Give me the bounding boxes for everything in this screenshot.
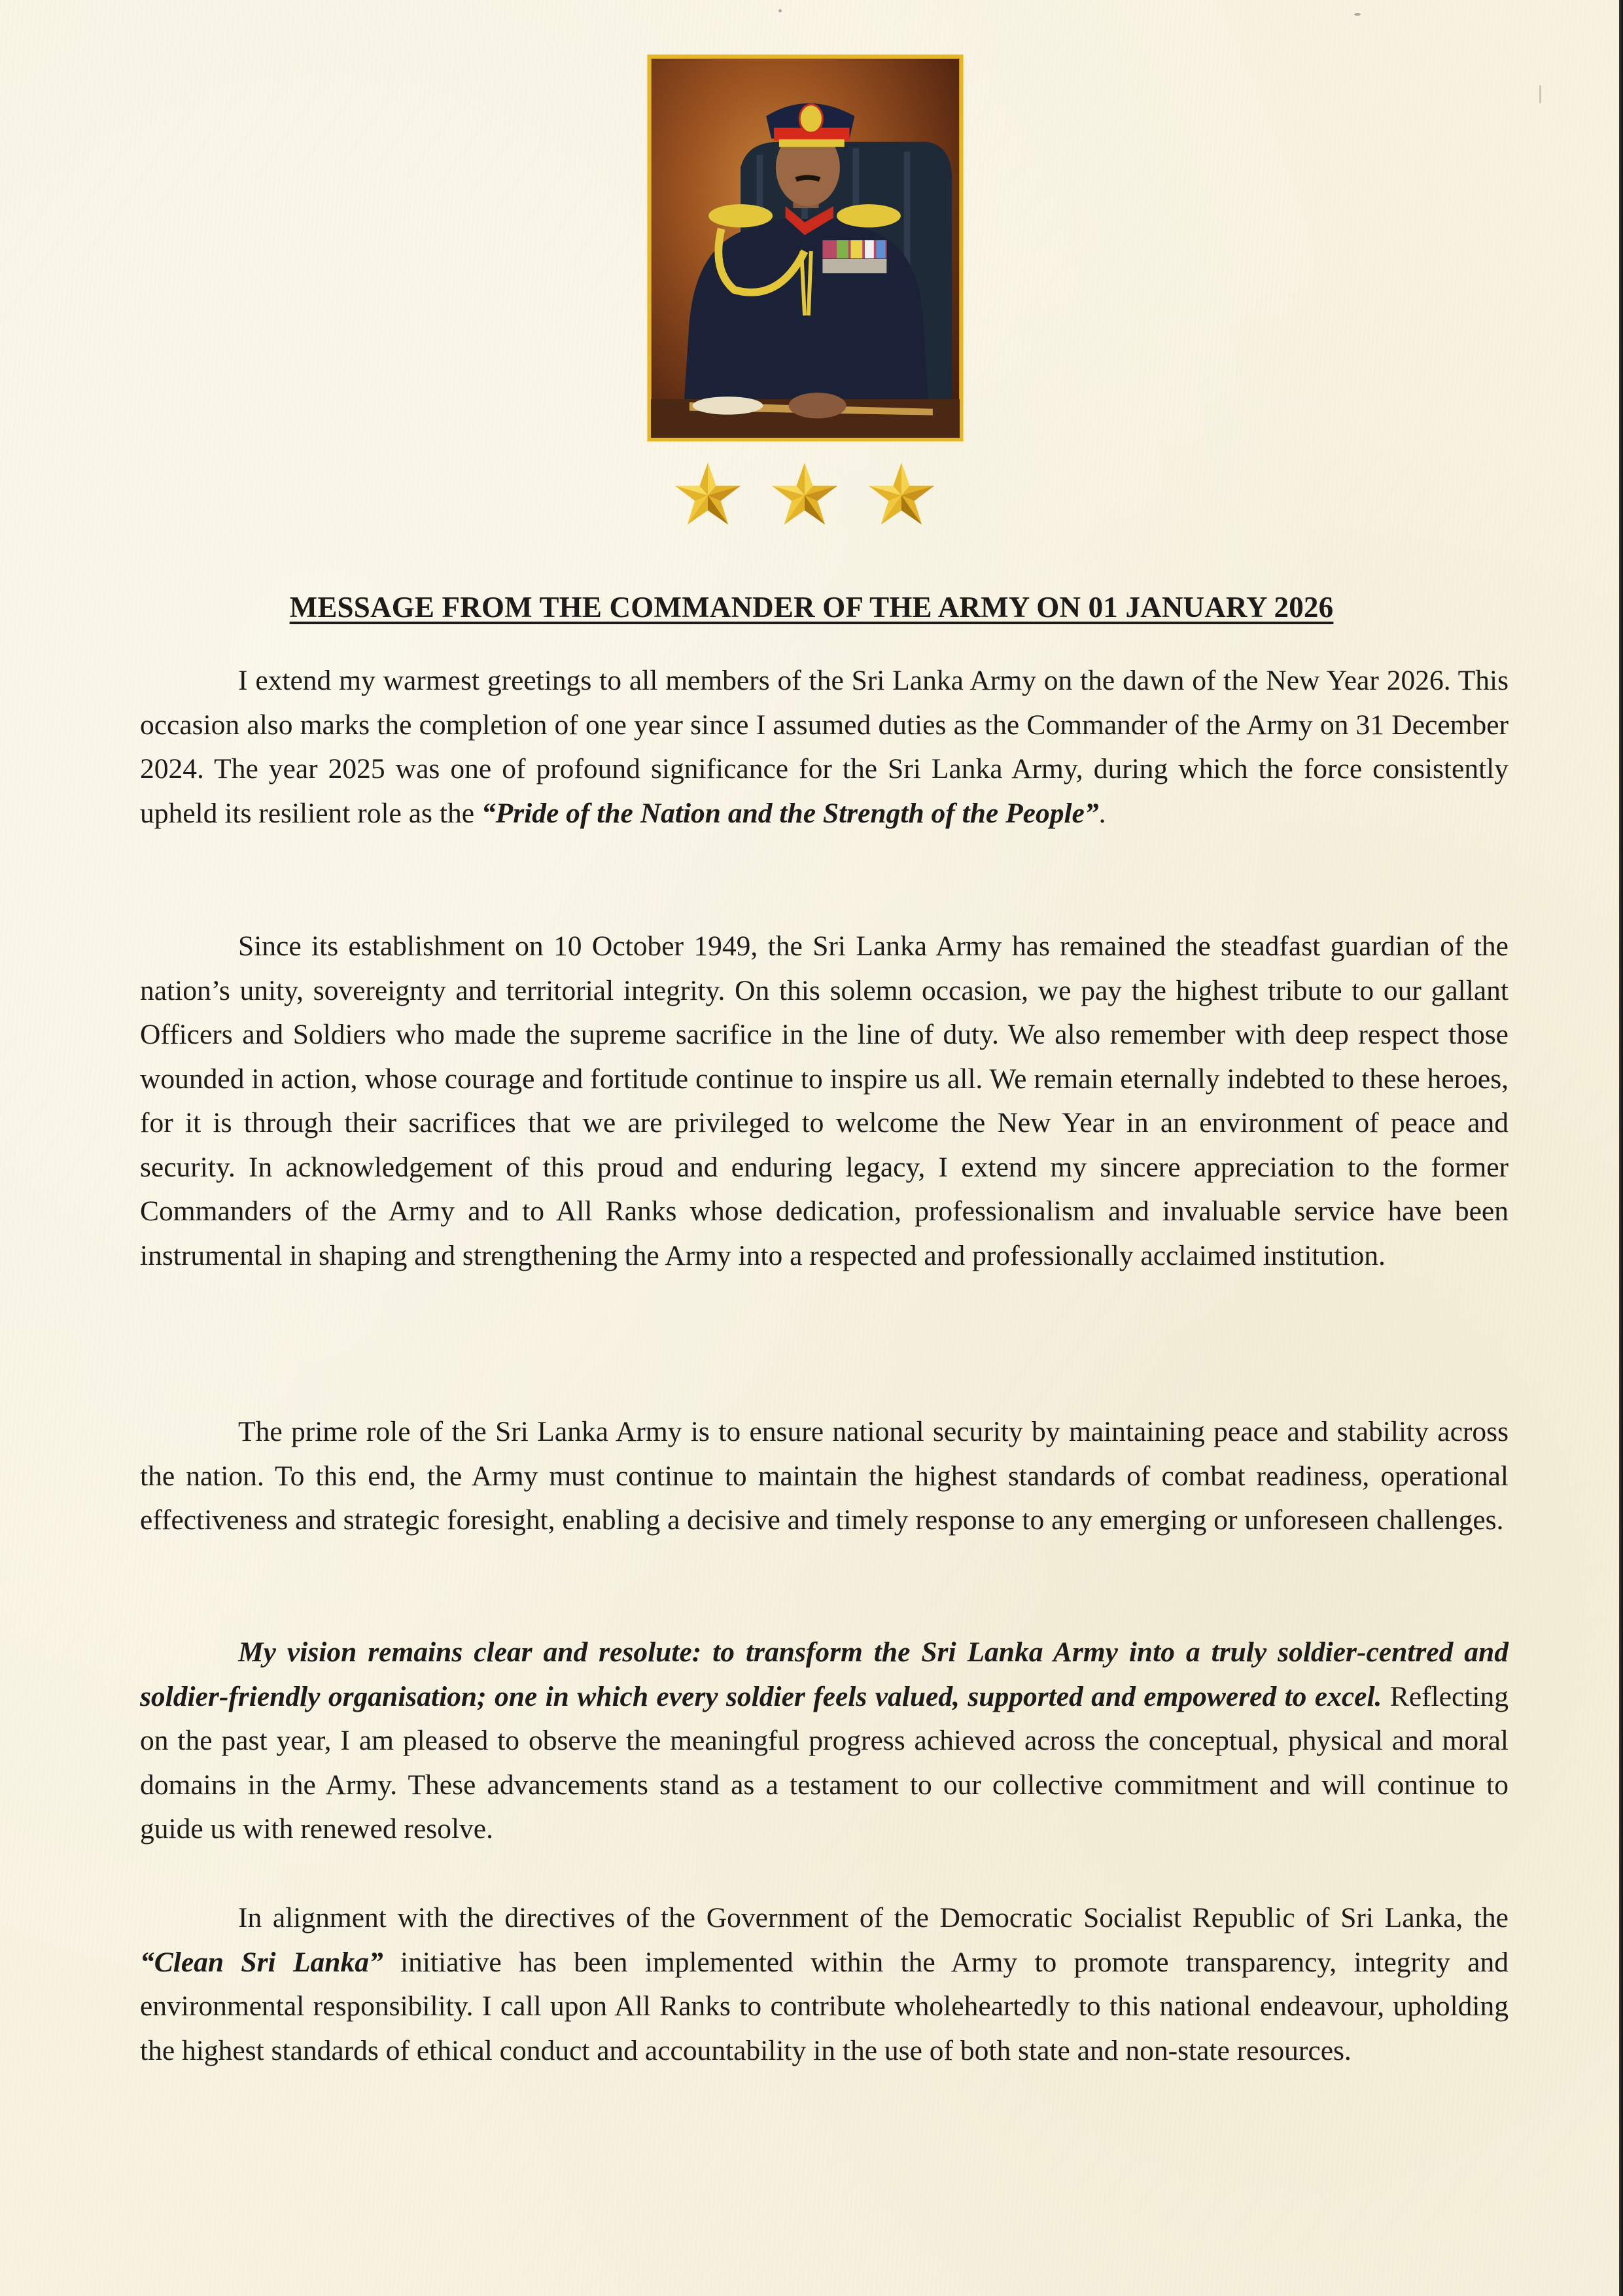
scan-speck bbox=[1354, 13, 1361, 16]
paragraph-tribute bbox=[140, 925, 1509, 1278]
emphasis-motto: “Pride of the Nation and the Strength of the People” bbox=[481, 797, 1099, 829]
scan-page-edge bbox=[1619, 0, 1623, 2296]
paragraph-text: I extend my warmest greetings to all members of the Sri Lanka Army on the dawn of the New Year 2026. This occasion also marks the completion of one year since I assumed duties as the Commander of the Army on 31 December 2024. The year 2025 was one of profound significance for the Sri Lanka Army, during which the force consistently upheld its resilient role as the bbox=[140, 665, 1509, 829]
emphasis-clean-sri-lanka: “Clean Sri Lanka” bbox=[140, 1946, 383, 1978]
paragraph-clean-sri-lanka bbox=[140, 1896, 1509, 2073]
rank-stars bbox=[674, 458, 935, 530]
paragraph-text: . bbox=[1098, 797, 1106, 829]
paragraph-text: Reflecting on the past year, I am pleased to observe the meaningful progress achieved across the conceptual, physical and moral domains in the Army. These advancements stand as a testament to our collective commitment and will continue to guide us with renewed resolve. bbox=[140, 1680, 1509, 1845]
star-icon bbox=[867, 461, 935, 527]
scan-speck bbox=[1539, 85, 1541, 103]
star-icon bbox=[674, 461, 742, 527]
paragraph-greetings bbox=[140, 659, 1509, 836]
message-title: MESSAGE FROM THE COMMANDER OF THE ARMY ON 01 JANUARY 2026 bbox=[289, 591, 1334, 624]
paragraph-text: Since its establishment on 10 October 1949, the Sri Lanka Army has remained the steadfast guardian of the nation’s unity, sovereignty and territorial integrity. On this solemn occasion, we pay the highest tribute to our gallant Officers and Soldiers who made the supreme sacrifice in the line of duty. We also remember with deep respect those wounded in action, whose courage and fortitude continue to inspire us all. We remain eternally indebted to these heroes, for it is through their sacrifices that we are privileged to welcome the New Year in an environment of peace and security. In acknowledgement of this proud and enduring legacy, I extend my sincere appreciation to the former Commanders of the Army and to All Ranks whose dedication, professionalism and invaluable service have been instrumental in shaping and strengthening the Army into a respected and professionally acclaimed institution. bbox=[140, 930, 1509, 1271]
paragraph-text: initiative has been implemented within the Army to promote transparency, integrity and environmental responsibility. I call upon All Ranks to contribute wholeheartedly to this national endeavour, upholding the highest standards of ethical conduct and accountability in the use of both state and non-state resources. bbox=[140, 1946, 1509, 2066]
portrait-image bbox=[651, 58, 960, 438]
paragraph-vision bbox=[140, 1631, 1509, 1852]
paragraph-text: In alignment with the directives of the Government of the Democratic Socialist Republic of Sri Lanka, the bbox=[238, 1902, 1509, 1934]
commander-portrait bbox=[648, 55, 963, 441]
paragraph-text: The prime role of the Sri Lanka Army is to ensure national security by maintaining peace and stability across the nation. To this end, the Army must continue to maintain the highest standards of combat readiness, operational effectiveness and strategic foresight, enabling a decisive and timely response to any emerging or unforeseen challenges. bbox=[140, 1416, 1509, 1536]
star-icon bbox=[771, 461, 839, 527]
paragraph-prime-role bbox=[140, 1410, 1509, 1543]
scan-speck bbox=[778, 9, 782, 12]
emphasis-vision: My vision remains clear and resolute: to transform the Sri Lanka Army into a truly soldier-centred and soldier-friendly organisation; one in which every soldier feels valued, supported and empowered to excel. bbox=[140, 1636, 1509, 1712]
